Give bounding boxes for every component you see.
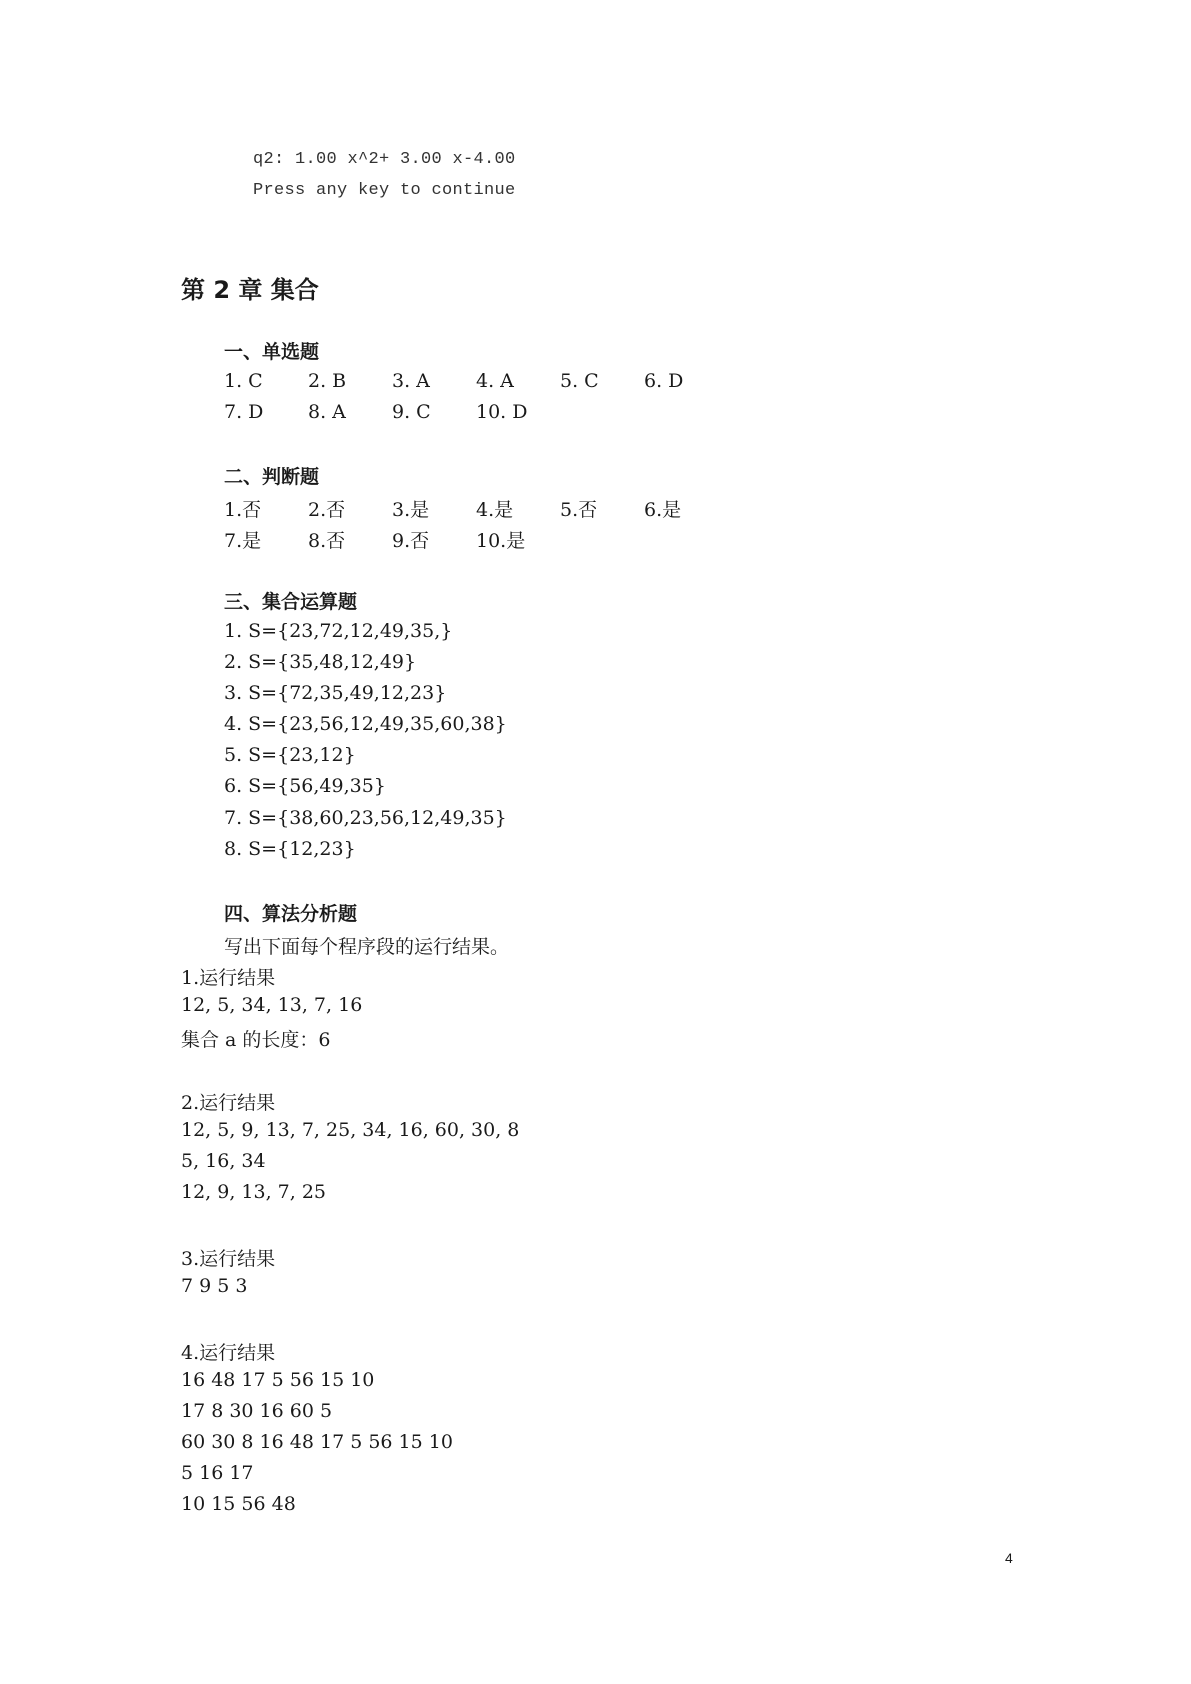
result-line: 12, 5, 9, 13, 7, 25, 34, 16, 60, 30, 8 [181,1119,520,1141]
section-intro: 写出下面每个程序段的运行结果。 [224,936,510,958]
answer-item: 9. C [392,401,431,423]
answer-item: 10.是 [476,530,526,552]
answer-item: 10. D [476,401,528,423]
answer-item: 6. D [644,370,684,392]
section-heading-algorithm-analysis: 四、算法分析题 [224,903,358,925]
set-answer-item: 4. S={23,56,12,49,35,60,38} [224,713,507,735]
result-line: 集合 a 的长度：6 [181,1029,331,1051]
chapter-title: 第 2 章 集合 [181,276,319,304]
code-output-line-2: Press any key to continue [253,181,516,200]
result-line: 12, 9, 13, 7, 25 [181,1181,327,1203]
answer-item: 4.是 [476,499,514,521]
page-number: 4 [1005,1550,1013,1566]
result-title: 2.运行结果 [181,1092,276,1114]
answer-item: 8.否 [308,530,346,552]
set-answer-item: 6. S={56,49,35} [224,775,386,797]
section-heading-true-false: 二、判断题 [224,466,320,488]
answer-item: 2.否 [308,499,346,521]
set-answer-item: 8. S={12,23} [224,838,356,860]
set-answer-item: 3. S={72,35,49,12,23} [224,682,447,704]
answer-item: 7. D [224,401,264,423]
section-heading-single-choice: 一、单选题 [224,341,320,363]
section-heading-set-operations: 三、集合运算题 [224,591,358,613]
result-line: 5 16 17 [181,1462,254,1484]
answer-item: 3. A [392,370,430,392]
code-output-line-1: q2: 1.00 x^2+ 3.00 x-4.00 [253,150,516,169]
answer-item: 1. C [224,370,263,392]
answer-item: 7.是 [224,530,262,552]
result-line: 16 48 17 5 56 15 10 [181,1369,375,1391]
result-line: 17 8 30 16 60 5 [181,1400,333,1422]
answer-item: 8. A [308,401,346,423]
answer-item: 9.否 [392,530,430,552]
result-line: 10 15 56 48 [181,1493,296,1515]
answer-item: 4. A [476,370,514,392]
answer-item: 3.是 [392,499,430,521]
result-title: 1.运行结果 [181,967,276,989]
result-line: 5, 16, 34 [181,1150,266,1172]
set-answer-item: 2. S={35,48,12,49} [224,651,417,673]
set-answer-item: 1. S={23,72,12,49,35,} [224,620,453,642]
result-line: 12, 5, 34, 13, 7, 16 [181,994,363,1016]
result-title: 4.运行结果 [181,1342,276,1364]
set-answer-item: 5. S={23,12} [224,744,356,766]
answer-item: 2. B [308,370,347,392]
answer-item: 1.否 [224,499,262,521]
result-line: 60 30 8 16 48 17 5 56 15 10 [181,1431,453,1453]
answer-item: 5. C [560,370,599,392]
result-title: 3.运行结果 [181,1248,276,1270]
set-answer-item: 7. S={38,60,23,56,12,49,35} [224,807,507,829]
answer-item: 5.否 [560,499,598,521]
result-line: 7 9 5 3 [181,1275,248,1297]
answer-item: 6.是 [644,499,682,521]
